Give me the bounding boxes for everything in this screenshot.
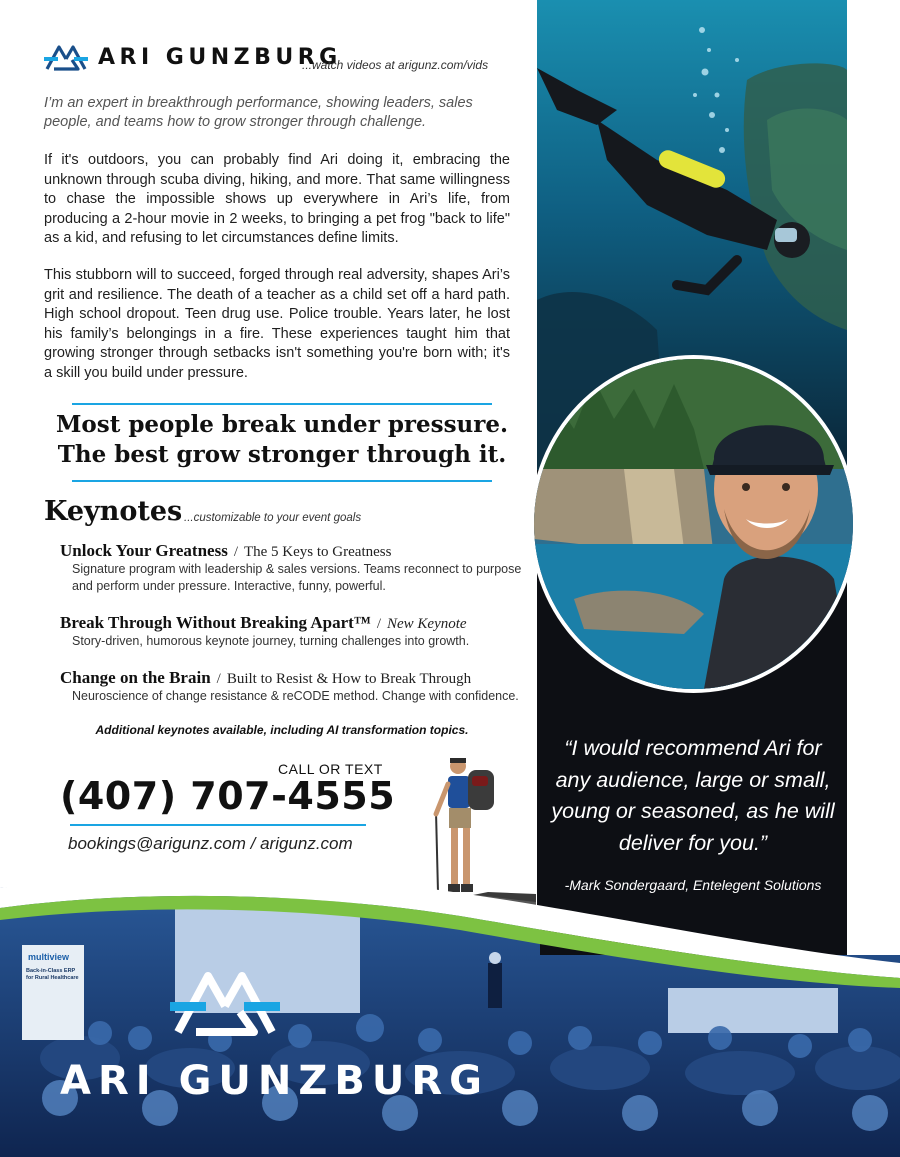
banner-brand: multiview bbox=[28, 952, 70, 962]
additional-keynotes-note: Additional keynotes available, including AI transformation topics. bbox=[95, 723, 469, 737]
ari-portrait-photo bbox=[530, 355, 857, 693]
pressure-quote-line: The best grow stronger through it. bbox=[57, 441, 507, 468]
call-or-text-label: CALL OR TEXT bbox=[278, 761, 383, 777]
divider bbox=[72, 480, 492, 482]
keynote-stage-photo bbox=[0, 868, 900, 1157]
keynote-title: Break Through Without Breaking Apart™ bbox=[60, 613, 371, 632]
divider bbox=[72, 403, 492, 405]
keynote-title: Unlock Your Greatness bbox=[60, 541, 228, 560]
bio-paragraph: This stubborn will to succeed, forged through real adversity, shapes Ari’s grit and resilience. The death of a teacher as a child set off a hard path. High school dropout. Teen drug use. Police trouble. Years later, he lost his family’s belongings in a fire. These experiences taught him that growing stronger through setbacks isn't something you're born with; it's a skill you build under pressure. bbox=[44, 267, 510, 381]
phone-number-link[interactable]: (407) 707-4555 bbox=[60, 774, 396, 818]
keynote-description: Signature program with leadership & sales versions. Teams reconnect to purpose and perform under pressure. Interactive, funny, powerful. bbox=[72, 562, 522, 593]
pressure-quote bbox=[44, 410, 520, 470]
ag-logo-icon bbox=[44, 42, 88, 74]
keynotes-subheading: ...customizable to your event goals bbox=[184, 512, 362, 524]
divider bbox=[70, 824, 366, 826]
keynote-description: Neuroscience of change resistance & reCODE method. Change with confidence. bbox=[72, 689, 519, 703]
email-website-link[interactable]: bookings@arigunz.com / arigunz.com bbox=[68, 834, 353, 853]
keynote-tag: New Keynote bbox=[386, 616, 467, 632]
testimonial-attribution: -Mark Sondergaard, Entelegent Solutions bbox=[564, 877, 822, 893]
keynote-title: Change on the Brain bbox=[60, 668, 211, 687]
ag-logo-large-icon bbox=[170, 962, 280, 1042]
keynotes-heading: Keynotes bbox=[44, 496, 183, 527]
keynote-description: Story-driven, humorous keynote journey, turning challenges into growth. bbox=[72, 634, 470, 648]
banner-text: Back-in-Class ERP for Rural Healthcare bbox=[26, 968, 79, 981]
keynote-tag: Built to Resist & How to Break Through bbox=[226, 671, 472, 687]
bottom-brand-name: ARI GUNZBURG bbox=[60, 1058, 489, 1104]
keynote-item bbox=[60, 541, 530, 595]
bio-paragraph: If it's outdoors, you can probably find Ari doing it, embracing the unknown through scuba diving, hiking, and more. That same willingness to chase the impossible shows up everywhere in Ari’s life, from producing a 2-hour movie in 2 weeks, to bringing a pet frog "back to life" as a kid, and refusing to let circumstances define limits. bbox=[44, 152, 510, 246]
keynote-separator: / bbox=[233, 544, 238, 560]
keynote-separator: / bbox=[216, 671, 221, 687]
keynote-item bbox=[60, 613, 530, 650]
pressure-quote-line: Most people break under pressure. bbox=[55, 411, 509, 438]
keynote-item bbox=[60, 668, 530, 705]
testimonial-quote: “I would recommend Ari for any audience, large or small, young or seasoned, as he will deliver for you.” bbox=[551, 736, 835, 855]
keynote-tag: The 5 Keys to Greatness bbox=[243, 544, 392, 560]
header bbox=[44, 40, 534, 80]
watch-videos-link[interactable]: ...watch videos at arigunz.com/vids bbox=[302, 58, 489, 72]
keynote-separator: / bbox=[376, 616, 381, 632]
portrait-illustration bbox=[534, 359, 853, 689]
intro-statement: I’m an expert in breakthrough performance, showing leaders, sales people, and teams how to grow stronger through challenge. bbox=[44, 95, 473, 130]
brand-name: ARI GUNZBURG bbox=[98, 45, 342, 70]
